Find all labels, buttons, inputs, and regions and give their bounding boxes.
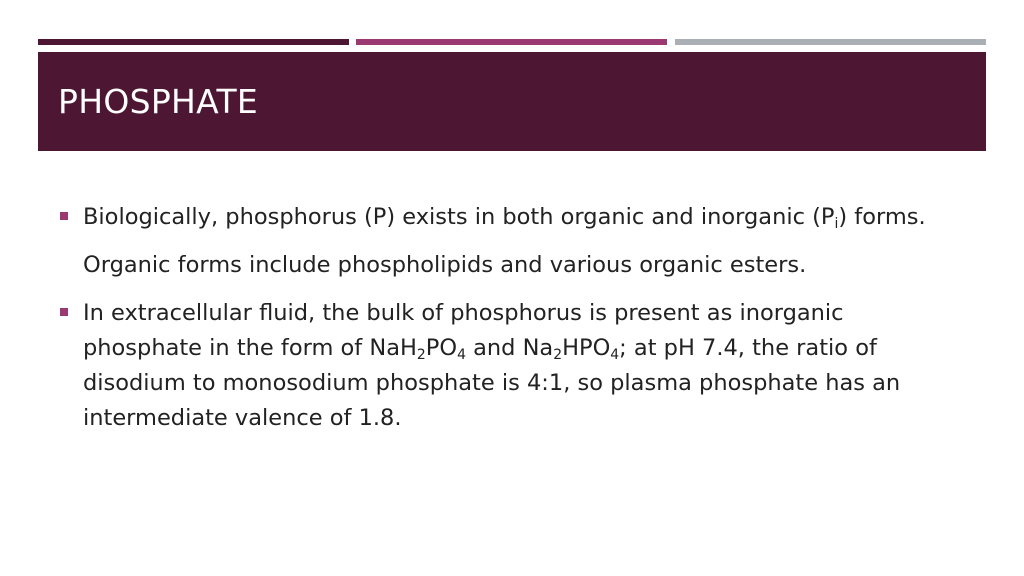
square-bullet-icon xyxy=(60,308,68,316)
bullet-item-1 xyxy=(58,200,958,235)
title-band xyxy=(38,52,986,151)
slide-content xyxy=(58,200,958,436)
bullet-1-text: Biologically, phosphorus (P) exists in both organic and inorganic $(P_i)$ forms. xyxy=(83,204,926,233)
bullet-1-subparagraph: Organic forms include phospholipids and various organic esters. xyxy=(83,252,807,278)
slide-title: PHOSPHATE xyxy=(58,82,259,121)
accent-bar-2 xyxy=(356,39,667,45)
accent-bar-1 xyxy=(38,39,349,45)
bullet-item-2 xyxy=(58,296,958,436)
accent-bar-3 xyxy=(675,39,986,45)
square-bullet-icon xyxy=(60,212,68,220)
bullet-2-text: In extracellular fluid, the bulk of phosphorus is present as inorganic phosphate in the form of $NaH_2PO_4$ and $Na_2HPO_4$; at pH 7.4, the ratio of disodium to monosodium phosphate is 4:1, so plasma phosphate has an intermediate valence of 1.8. xyxy=(83,300,901,431)
